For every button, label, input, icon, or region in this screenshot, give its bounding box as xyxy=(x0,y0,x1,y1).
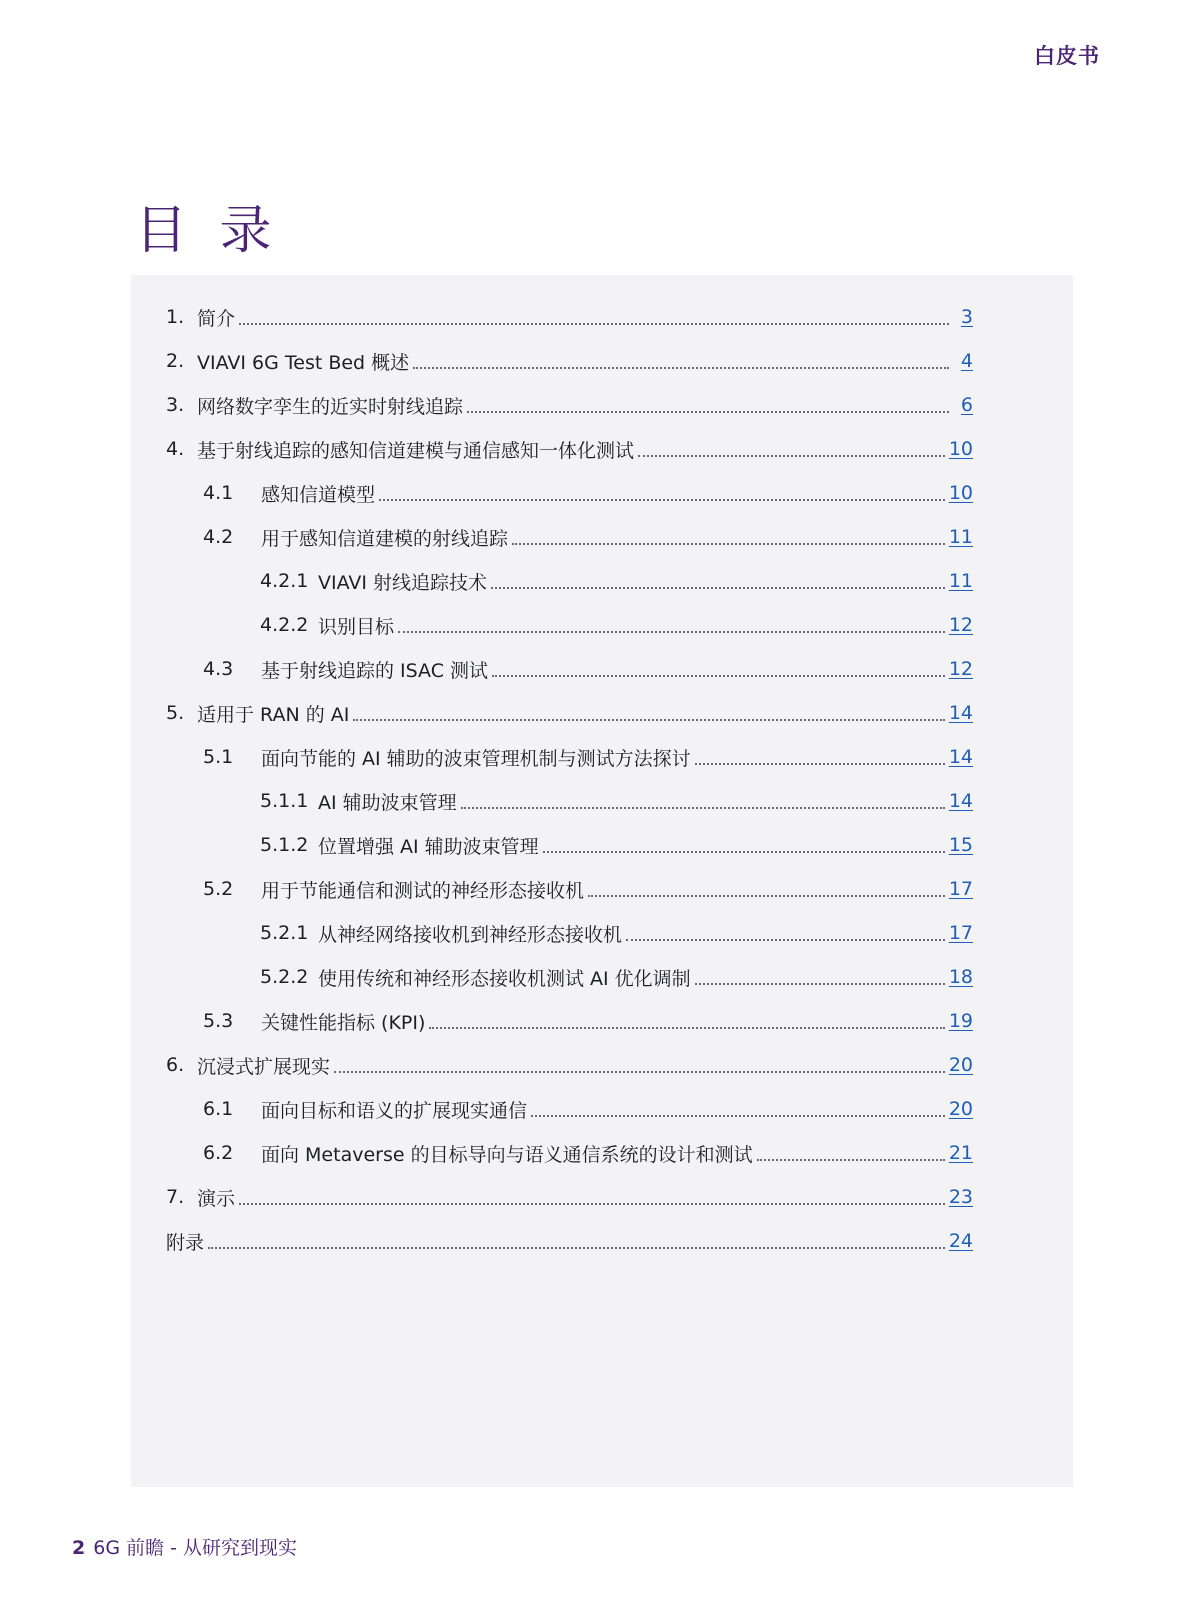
toc-entry[interactable] xyxy=(166,559,973,603)
footer-document-title: 6G 前瞻 - 从研究到现实 xyxy=(93,1537,298,1559)
toc-entry-number: 6.2 xyxy=(203,1142,234,1164)
toc-page-link[interactable]: 12 xyxy=(948,658,973,680)
toc-entry-title: 适用于 RAN 的 AI xyxy=(197,703,350,726)
toc-entry-number: 5.1.1 xyxy=(260,790,309,812)
toc-panel xyxy=(131,275,1073,1487)
toc-entry-title: 从神经网络接收机到神经形态接收机 xyxy=(318,923,623,946)
toc-dot-leader xyxy=(429,1027,944,1029)
toc-entry[interactable] xyxy=(166,603,973,647)
toc-dot-leader xyxy=(757,1159,945,1161)
toc-entry-number: 5.1.2 xyxy=(260,834,309,856)
toc-entry-number: 4.2 xyxy=(203,526,234,548)
toc-dot-leader xyxy=(334,1071,945,1073)
toc-page-link[interactable]: 20 xyxy=(948,1098,973,1120)
toc-dot-leader xyxy=(543,851,945,853)
toc-page-link[interactable]: 4 xyxy=(960,350,973,372)
toc-dot-leader xyxy=(588,895,945,897)
toc-entry-number: 5.2.1 xyxy=(260,922,309,944)
toc-dot-leader xyxy=(208,1247,945,1249)
toc-dot-leader xyxy=(379,499,945,501)
toc-page-link[interactable]: 11 xyxy=(948,526,973,548)
toc-entry-title: 网络数字孪生的近实时射线追踪 xyxy=(197,395,464,418)
toc-page-link[interactable]: 11 xyxy=(948,570,973,592)
toc-entry-number: 4.2.2 xyxy=(260,614,309,636)
toc-entry-title: 关键性能指标 (KPI) xyxy=(261,1011,426,1034)
toc-dot-leader xyxy=(353,719,944,721)
toc-entry[interactable] xyxy=(166,911,973,955)
footer-page-number: 2 xyxy=(72,1537,86,1559)
toc-page-link[interactable]: 14 xyxy=(948,790,973,812)
page-footer xyxy=(72,1533,297,1560)
toc-entry-title: 基于射线追踪的感知信道建模与通信感知一体化测试 xyxy=(197,439,635,462)
toc-entry-number: 1. xyxy=(166,306,185,328)
toc-dot-leader xyxy=(695,983,945,985)
toc-list xyxy=(166,295,973,1263)
toc-entry-title: 面向节能的 AI 辅助的波束管理机制与测试方法探讨 xyxy=(261,747,691,770)
toc-entry-number: 5.2.2 xyxy=(260,966,309,988)
toc-entry-title: VIAVI 射线追踪技术 xyxy=(318,571,488,594)
toc-page-link[interactable]: 17 xyxy=(948,878,973,900)
toc-entry-number: 6. xyxy=(166,1054,185,1076)
toc-entry-number: 4.1 xyxy=(203,482,234,504)
toc-entry-number: 5.3 xyxy=(203,1010,234,1032)
toc-entry-title: 使用传统和神经形态接收机测试 AI 优化调制 xyxy=(318,967,691,990)
toc-entry-title: 简介 xyxy=(197,307,236,330)
toc-entry[interactable] xyxy=(166,1043,973,1087)
toc-dot-leader xyxy=(398,631,945,633)
toc-entry-title: 识别目标 xyxy=(318,615,395,638)
toc-entry[interactable] xyxy=(166,295,973,339)
toc-entry-number: 3. xyxy=(166,394,185,416)
toc-entry[interactable] xyxy=(166,383,973,427)
toc-entry[interactable] xyxy=(166,1087,973,1131)
toc-entry-title: 演示 xyxy=(197,1187,236,1210)
toc-entry-title: 基于射线追踪的 ISAC 测试 xyxy=(261,659,489,682)
toc-page-link[interactable]: 3 xyxy=(960,306,973,328)
toc-entry-title: 面向目标和语义的扩展现实通信 xyxy=(261,1099,528,1122)
toc-entry-number: 7. xyxy=(166,1186,185,1208)
toc-entry-title: 用于节能通信和测试的神经形态接收机 xyxy=(261,879,585,902)
toc-dot-leader xyxy=(492,675,945,677)
toc-entry-title: 沉浸式扩展现实 xyxy=(197,1055,331,1078)
toc-entry[interactable] xyxy=(166,1219,973,1263)
toc-page-link[interactable]: 21 xyxy=(948,1142,973,1164)
toc-dot-leader xyxy=(638,455,945,457)
toc-page-link[interactable]: 10 xyxy=(948,482,973,504)
toc-page-link[interactable]: 12 xyxy=(948,614,973,636)
toc-entry[interactable] xyxy=(166,999,973,1043)
toc-entry-title: 面向 Metaverse 的目标导向与语义通信系统的设计和测试 xyxy=(261,1143,753,1166)
toc-dot-leader xyxy=(512,543,945,545)
toc-dot-leader xyxy=(695,763,945,765)
toc-entry[interactable] xyxy=(166,735,973,779)
toc-entry-number: 6.1 xyxy=(203,1098,234,1120)
toc-entry-number: 5. xyxy=(166,702,185,724)
toc-dot-leader xyxy=(461,807,945,809)
toc-entry[interactable] xyxy=(166,955,973,999)
toc-entry[interactable] xyxy=(166,427,973,471)
toc-entry-title: 位置增强 AI 辅助波束管理 xyxy=(318,835,539,858)
toc-entry-number: 4.3 xyxy=(203,658,234,680)
toc-dot-leader xyxy=(467,411,949,413)
toc-dot-leader xyxy=(491,587,945,589)
toc-page-link[interactable]: 20 xyxy=(948,1054,973,1076)
toc-entry[interactable] xyxy=(166,691,973,735)
toc-page-link[interactable]: 18 xyxy=(948,966,973,988)
toc-page-link[interactable]: 6 xyxy=(960,394,973,416)
toc-entry-number: 2. xyxy=(166,350,185,372)
toc-dot-leader xyxy=(239,323,949,325)
document-type-label: 白皮书 xyxy=(1034,44,1100,68)
toc-entry[interactable] xyxy=(166,1131,973,1175)
toc-page-link[interactable]: 10 xyxy=(948,438,973,460)
toc-dot-leader xyxy=(626,939,945,941)
toc-entry[interactable] xyxy=(166,471,973,515)
toc-entry-number: 5.2 xyxy=(203,878,234,900)
toc-entry-number: 4. xyxy=(166,438,185,460)
toc-entry[interactable] xyxy=(166,647,973,691)
toc-entry-title: 用于感知信道建模的射线追踪 xyxy=(261,527,509,550)
page-title: 目 录 xyxy=(135,200,280,261)
toc-entry-number: 5.1 xyxy=(203,746,234,768)
toc-page-link[interactable]: 24 xyxy=(948,1230,973,1252)
toc-page-link[interactable]: 14 xyxy=(948,746,973,768)
toc-entry-number: 4.2.1 xyxy=(260,570,309,592)
toc-entry[interactable] xyxy=(166,339,973,383)
toc-entry[interactable] xyxy=(166,823,973,867)
toc-page-link[interactable]: 17 xyxy=(948,922,973,944)
toc-entry-title: 感知信道模型 xyxy=(261,483,376,506)
toc-page-link[interactable]: 14 xyxy=(948,702,973,724)
toc-page-link[interactable]: 15 xyxy=(948,834,973,856)
toc-entry-title: VIAVI 6G Test Bed 概述 xyxy=(197,351,410,374)
toc-entry[interactable] xyxy=(166,1175,973,1219)
toc-dot-leader xyxy=(239,1203,945,1205)
toc-page-link[interactable]: 19 xyxy=(948,1010,973,1032)
toc-entry-title: AI 辅助波束管理 xyxy=(318,791,457,814)
toc-entry[interactable] xyxy=(166,515,973,559)
toc-entry[interactable] xyxy=(166,779,973,823)
toc-entry[interactable] xyxy=(166,867,973,911)
toc-dot-leader xyxy=(413,367,949,369)
toc-entry-title: 附录 xyxy=(166,1231,205,1254)
toc-page-link[interactable]: 23 xyxy=(948,1186,973,1208)
toc-dot-leader xyxy=(531,1115,945,1117)
